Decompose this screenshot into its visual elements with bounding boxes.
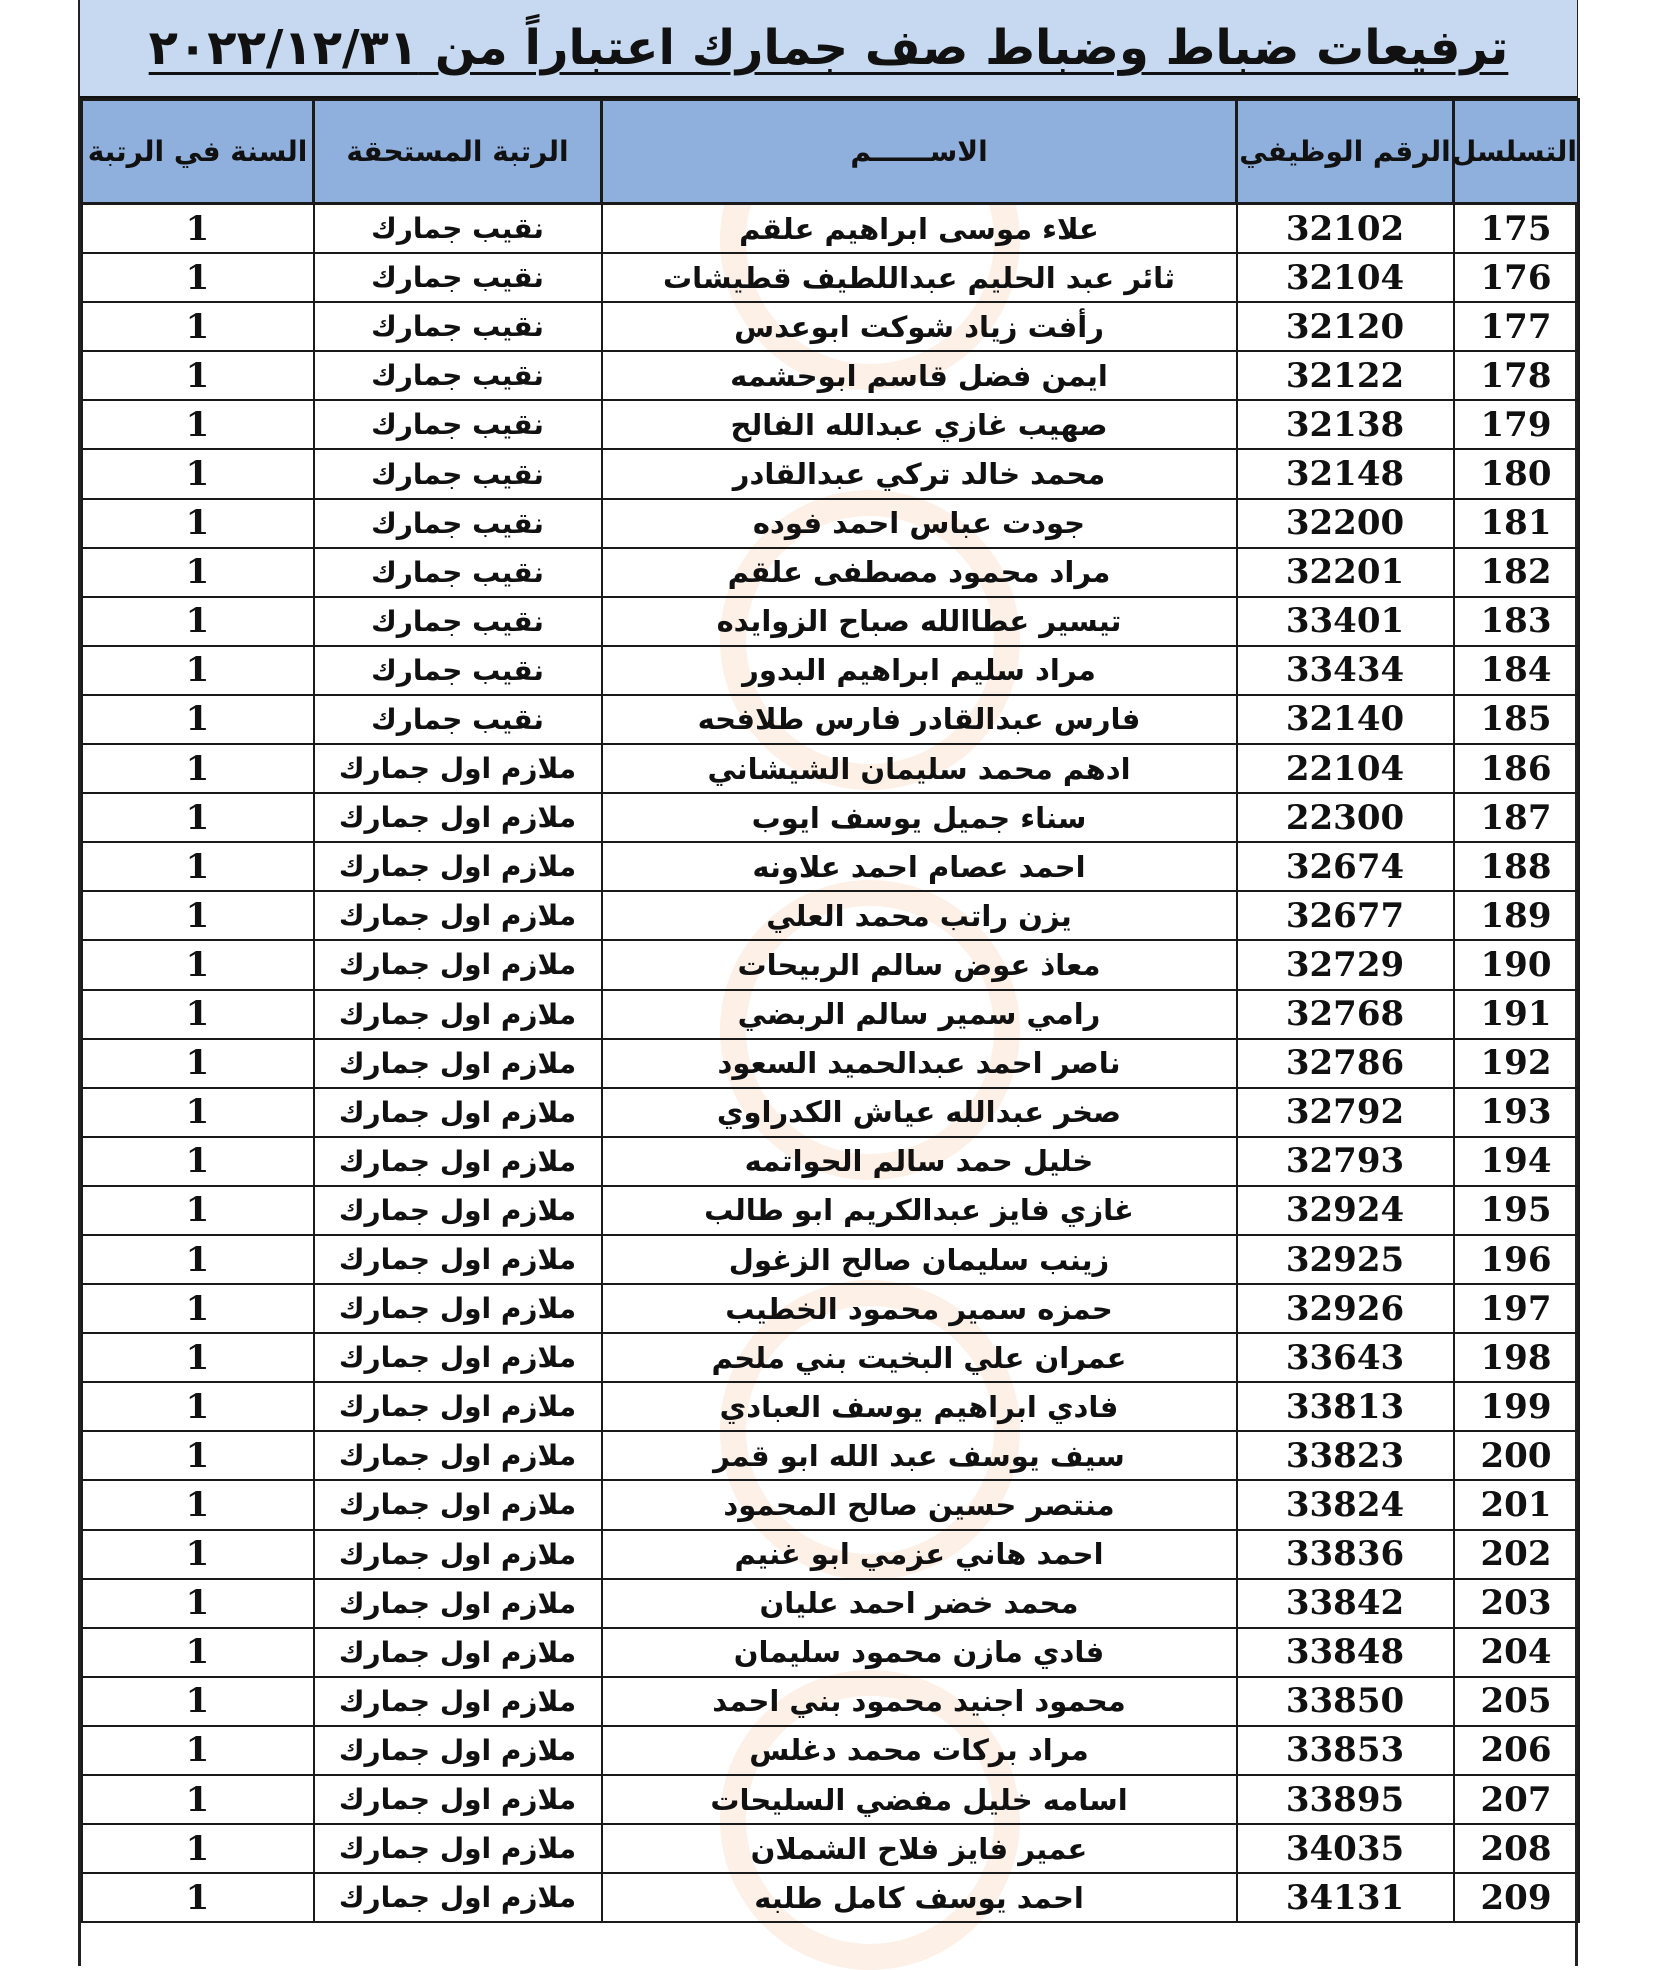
table-header <box>82 100 1579 204</box>
cell-years-in-rank: 1 <box>82 1873 314 1922</box>
cell-sequence: 192 <box>1454 1039 1579 1088</box>
cell-name: عمران علي البخيت بني ملحم <box>602 1333 1237 1382</box>
table-row <box>82 253 1579 302</box>
cell-employee-id: 32201 <box>1237 548 1454 597</box>
table-row <box>82 1873 1579 1922</box>
table-row <box>82 891 1579 940</box>
table-row <box>82 302 1579 351</box>
cell-sequence: 176 <box>1454 253 1579 302</box>
document-title: ترفيعات ضباط وضباط صف جمارك اعتباراً من ٢٠٢٢/١٢/٣١ <box>148 20 1509 76</box>
table-row <box>82 695 1579 744</box>
table-row <box>82 793 1579 842</box>
cell-sequence: 196 <box>1454 1235 1579 1284</box>
cell-employee-id: 34035 <box>1237 1824 1454 1873</box>
cell-employee-id: 32102 <box>1237 204 1454 254</box>
cell-name: اسامه خليل مفضي السليحات <box>602 1775 1237 1824</box>
cell-sequence: 183 <box>1454 597 1579 646</box>
cell-years-in-rank: 1 <box>82 499 314 548</box>
cell-years-in-rank: 1 <box>82 253 314 302</box>
cell-years-in-rank: 1 <box>82 1480 314 1529</box>
cell-years-in-rank: 1 <box>82 1235 314 1284</box>
cell-rank: ملازم اول جمارك <box>314 793 602 842</box>
cell-rank: نقيب جمارك <box>314 646 602 695</box>
cell-name: ادهم محمد سليمان الشيشاني <box>602 744 1237 793</box>
header-sequence: التسلسل <box>1454 100 1579 204</box>
cell-rank: ملازم اول جمارك <box>314 1284 602 1333</box>
cell-rank: ملازم اول جمارك <box>314 1726 602 1775</box>
cell-name: مراد سليم ابراهيم البدور <box>602 646 1237 695</box>
cell-employee-id: 33643 <box>1237 1333 1454 1382</box>
cell-sequence: 182 <box>1454 548 1579 597</box>
cell-name: فادي ابراهيم يوسف العبادي <box>602 1382 1237 1431</box>
cell-years-in-rank: 1 <box>82 1628 314 1677</box>
cell-sequence: 186 <box>1454 744 1579 793</box>
cell-years-in-rank: 1 <box>82 1530 314 1579</box>
cell-name: صهيب غازي عبدالله الفالح <box>602 400 1237 449</box>
cell-name: منتصر حسين صالح المحمود <box>602 1480 1237 1529</box>
cell-sequence: 180 <box>1454 449 1579 498</box>
table-row <box>82 842 1579 891</box>
cell-rank: ملازم اول جمارك <box>314 940 602 989</box>
cell-sequence: 189 <box>1454 891 1579 940</box>
cell-name: تيسير عطاالله صباح الزوايده <box>602 597 1237 646</box>
cell-employee-id: 32140 <box>1237 695 1454 744</box>
table-row <box>82 990 1579 1039</box>
cell-name: سيف يوسف عبد الله ابو قمر <box>602 1431 1237 1480</box>
cell-name: ناصر احمد عبدالحميد السعود <box>602 1039 1237 1088</box>
table-row <box>82 1431 1579 1480</box>
cell-employee-id: 33850 <box>1237 1677 1454 1726</box>
cell-years-in-rank: 1 <box>82 646 314 695</box>
cell-employee-id: 33853 <box>1237 1726 1454 1775</box>
cell-years-in-rank: 1 <box>82 744 314 793</box>
cell-sequence: 204 <box>1454 1628 1579 1677</box>
cell-sequence: 195 <box>1454 1186 1579 1235</box>
table-row <box>82 1186 1579 1235</box>
cell-years-in-rank: 1 <box>82 1186 314 1235</box>
cell-rank: ملازم اول جمارك <box>314 1431 602 1480</box>
cell-years-in-rank: 1 <box>82 449 314 498</box>
cell-employee-id: 32793 <box>1237 1137 1454 1186</box>
cell-employee-id: 32926 <box>1237 1284 1454 1333</box>
cell-rank: ملازم اول جمارك <box>314 1382 602 1431</box>
table-row <box>82 1333 1579 1382</box>
cell-sequence: 199 <box>1454 1382 1579 1431</box>
table-row <box>82 1137 1579 1186</box>
cell-rank: ملازم اول جمارك <box>314 1088 602 1137</box>
cell-years-in-rank: 1 <box>82 400 314 449</box>
cell-name: فارس عبدالقادر فارس طلافحه <box>602 695 1237 744</box>
cell-years-in-rank: 1 <box>82 940 314 989</box>
cell-rank: ملازم اول جمارك <box>314 1186 602 1235</box>
cell-name: محمد خالد تركي عبدالقادر <box>602 449 1237 498</box>
table-row <box>82 744 1579 793</box>
cell-sequence: 201 <box>1454 1480 1579 1529</box>
cell-years-in-rank: 1 <box>82 1677 314 1726</box>
table-row <box>82 597 1579 646</box>
cell-employee-id: 33848 <box>1237 1628 1454 1677</box>
cell-employee-id: 32925 <box>1237 1235 1454 1284</box>
cell-employee-id: 34131 <box>1237 1873 1454 1922</box>
cell-rank: ملازم اول جمارك <box>314 1333 602 1382</box>
cell-sequence: 175 <box>1454 204 1579 254</box>
cell-years-in-rank: 1 <box>82 891 314 940</box>
cell-sequence: 188 <box>1454 842 1579 891</box>
cell-rank: ملازم اول جمارك <box>314 1579 602 1628</box>
cell-years-in-rank: 1 <box>82 548 314 597</box>
cell-name: حمزه سمير محمود الخطيب <box>602 1284 1237 1333</box>
cell-years-in-rank: 1 <box>82 1382 314 1431</box>
cell-rank: ملازم اول جمارك <box>314 1677 602 1726</box>
promotions-table <box>80 98 1580 1923</box>
cell-rank: نقيب جمارك <box>314 695 602 744</box>
cell-rank: ملازم اول جمارك <box>314 891 602 940</box>
cell-employee-id: 33836 <box>1237 1530 1454 1579</box>
cell-years-in-rank: 1 <box>82 302 314 351</box>
cell-sequence: 179 <box>1454 400 1579 449</box>
table-row <box>82 1235 1579 1284</box>
cell-name: ثائر عبد الحليم عبداللطيف قطيشات <box>602 253 1237 302</box>
cell-employee-id: 32138 <box>1237 400 1454 449</box>
cell-rank: نقيب جمارك <box>314 449 602 498</box>
table-row <box>82 449 1579 498</box>
cell-rank: ملازم اول جمارك <box>314 1824 602 1873</box>
cell-rank: ملازم اول جمارك <box>314 842 602 891</box>
cell-sequence: 177 <box>1454 302 1579 351</box>
cell-years-in-rank: 1 <box>82 1775 314 1824</box>
cell-name: رأفت زياد شوكت ابوعدس <box>602 302 1237 351</box>
cell-employee-id: 33895 <box>1237 1775 1454 1824</box>
cell-years-in-rank: 1 <box>82 695 314 744</box>
cell-rank: نقيب جمارك <box>314 204 602 254</box>
cell-sequence: 194 <box>1454 1137 1579 1186</box>
cell-employee-id: 33842 <box>1237 1579 1454 1628</box>
document-sheet <box>80 0 1577 1966</box>
cell-name: محمود اجنيد محمود بني احمد <box>602 1677 1237 1726</box>
cell-rank: نقيب جمارك <box>314 499 602 548</box>
cell-name: عمير فايز فلاح الشملان <box>602 1824 1237 1873</box>
cell-rank: ملازم اول جمارك <box>314 1235 602 1284</box>
cell-employee-id: 22104 <box>1237 744 1454 793</box>
cell-rank: نقيب جمارك <box>314 400 602 449</box>
cell-sequence: 209 <box>1454 1873 1579 1922</box>
cell-years-in-rank: 1 <box>82 842 314 891</box>
title-banner <box>80 0 1577 99</box>
cell-years-in-rank: 1 <box>82 351 314 400</box>
cell-sequence: 197 <box>1454 1284 1579 1333</box>
cell-name: معاذ عوض سالم الربيحات <box>602 940 1237 989</box>
cell-sequence: 207 <box>1454 1775 1579 1824</box>
cell-name: محمد خضر احمد عليان <box>602 1579 1237 1628</box>
table-row <box>82 1039 1579 1088</box>
cell-sequence: 187 <box>1454 793 1579 842</box>
cell-name: زينب سليمان صالح الزغول <box>602 1235 1237 1284</box>
cell-sequence: 181 <box>1454 499 1579 548</box>
cell-rank: نقيب جمارك <box>314 351 602 400</box>
table-row <box>82 499 1579 548</box>
cell-rank: ملازم اول جمارك <box>314 1775 602 1824</box>
cell-years-in-rank: 1 <box>82 1039 314 1088</box>
table-body <box>82 204 1579 1923</box>
table-row <box>82 1628 1579 1677</box>
cell-years-in-rank: 1 <box>82 597 314 646</box>
cell-employee-id: 33434 <box>1237 646 1454 695</box>
cell-name: يزن راتب محمد العلي <box>602 891 1237 940</box>
cell-rank: ملازم اول جمارك <box>314 1628 602 1677</box>
cell-name: سناء جميل يوسف ايوب <box>602 793 1237 842</box>
cell-years-in-rank: 1 <box>82 1824 314 1873</box>
cell-employee-id: 32729 <box>1237 940 1454 989</box>
cell-sequence: 198 <box>1454 1333 1579 1382</box>
header-name: الاســــــم <box>602 100 1237 204</box>
header-row <box>82 100 1579 204</box>
cell-name: جودت عباس احمد فوده <box>602 499 1237 548</box>
cell-sequence: 205 <box>1454 1677 1579 1726</box>
cell-name: احمد يوسف كامل طلبه <box>602 1873 1237 1922</box>
cell-employee-id: 32200 <box>1237 499 1454 548</box>
cell-sequence: 178 <box>1454 351 1579 400</box>
cell-rank: ملازم اول جمارك <box>314 1530 602 1579</box>
cell-name: خليل حمد سالم الحواتمه <box>602 1137 1237 1186</box>
cell-sequence: 190 <box>1454 940 1579 989</box>
cell-name: صخر عبدالله عياش الكدراوي <box>602 1088 1237 1137</box>
table-row <box>82 1480 1579 1529</box>
cell-employee-id: 32792 <box>1237 1088 1454 1137</box>
table-row <box>82 1530 1579 1579</box>
table-row <box>82 400 1579 449</box>
table-row <box>82 204 1579 254</box>
table-row <box>82 1088 1579 1137</box>
cell-sequence: 203 <box>1454 1579 1579 1628</box>
cell-years-in-rank: 1 <box>82 793 314 842</box>
table-row <box>82 1775 1579 1824</box>
cell-name: احمد هاني عزمي ابو غنيم <box>602 1530 1237 1579</box>
cell-employee-id: 32768 <box>1237 990 1454 1039</box>
cell-years-in-rank: 1 <box>82 204 314 254</box>
cell-rank: ملازم اول جمارك <box>314 744 602 793</box>
cell-employee-id: 33401 <box>1237 597 1454 646</box>
cell-years-in-rank: 1 <box>82 1137 314 1186</box>
cell-years-in-rank: 1 <box>82 1726 314 1775</box>
cell-sequence: 202 <box>1454 1530 1579 1579</box>
cell-employee-id: 32924 <box>1237 1186 1454 1235</box>
header-employee-id: الرقم الوظيفي <box>1237 100 1454 204</box>
cell-rank: ملازم اول جمارك <box>314 1137 602 1186</box>
table-row <box>82 1824 1579 1873</box>
cell-rank: ملازم اول جمارك <box>314 1039 602 1088</box>
cell-rank: ملازم اول جمارك <box>314 1873 602 1922</box>
cell-years-in-rank: 1 <box>82 1333 314 1382</box>
header-rank: الرتبة المستحقة <box>314 100 602 204</box>
cell-rank: ملازم اول جمارك <box>314 1480 602 1529</box>
cell-sequence: 200 <box>1454 1431 1579 1480</box>
cell-sequence: 185 <box>1454 695 1579 744</box>
cell-name: فادي مازن محمود سليمان <box>602 1628 1237 1677</box>
cell-years-in-rank: 1 <box>82 1088 314 1137</box>
table-row <box>82 1284 1579 1333</box>
cell-years-in-rank: 1 <box>82 1284 314 1333</box>
table-row <box>82 646 1579 695</box>
cell-years-in-rank: 1 <box>82 1431 314 1480</box>
cell-sequence: 208 <box>1454 1824 1579 1873</box>
table-row <box>82 1677 1579 1726</box>
table-row <box>82 548 1579 597</box>
cell-years-in-rank: 1 <box>82 1579 314 1628</box>
cell-employee-id: 32122 <box>1237 351 1454 400</box>
cell-rank: نقيب جمارك <box>314 597 602 646</box>
table-row <box>82 1579 1579 1628</box>
cell-rank: نقيب جمارك <box>314 253 602 302</box>
cell-name: مراد بركات محمد دغلس <box>602 1726 1237 1775</box>
cell-employee-id: 32674 <box>1237 842 1454 891</box>
cell-rank: نقيب جمارك <box>314 302 602 351</box>
cell-sequence: 193 <box>1454 1088 1579 1137</box>
cell-name: مراد محمود مصطفى علقم <box>602 548 1237 597</box>
cell-name: غازي فايز عبدالكريم ابو طالب <box>602 1186 1237 1235</box>
cell-employee-id: 32786 <box>1237 1039 1454 1088</box>
cell-rank: نقيب جمارك <box>314 548 602 597</box>
cell-sequence: 184 <box>1454 646 1579 695</box>
cell-name: علاء موسى ابراهيم علقم <box>602 204 1237 254</box>
table-row <box>82 940 1579 989</box>
cell-employee-id: 33823 <box>1237 1431 1454 1480</box>
header-years-in-rank: السنة في الرتبة <box>82 100 314 204</box>
cell-name: رامي سمير سالم الربضي <box>602 990 1237 1039</box>
cell-employee-id: 22300 <box>1237 793 1454 842</box>
cell-employee-id: 32148 <box>1237 449 1454 498</box>
cell-sequence: 206 <box>1454 1726 1579 1775</box>
cell-employee-id: 33813 <box>1237 1382 1454 1431</box>
cell-years-in-rank: 1 <box>82 990 314 1039</box>
cell-name: ايمن فضل قاسم ابوحشمه <box>602 351 1237 400</box>
cell-name: احمد عصام احمد علاونه <box>602 842 1237 891</box>
cell-rank: ملازم اول جمارك <box>314 990 602 1039</box>
table-row <box>82 1382 1579 1431</box>
cell-employee-id: 32104 <box>1237 253 1454 302</box>
table-row <box>82 351 1579 400</box>
table-row <box>82 1726 1579 1775</box>
cell-sequence: 191 <box>1454 990 1579 1039</box>
cell-employee-id: 32677 <box>1237 891 1454 940</box>
cell-employee-id: 33824 <box>1237 1480 1454 1529</box>
cell-employee-id: 32120 <box>1237 302 1454 351</box>
